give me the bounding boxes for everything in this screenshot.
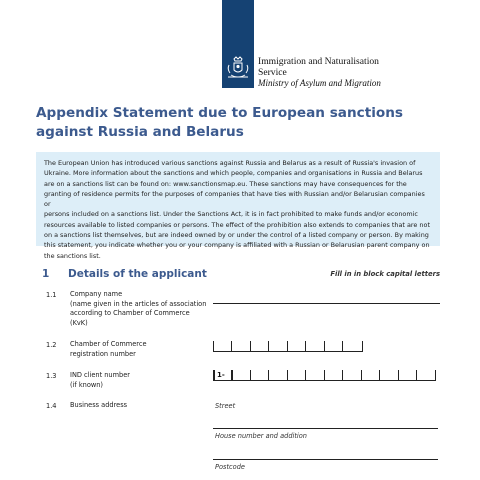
street-label: Street <box>215 402 236 410</box>
box-divider <box>305 341 306 351</box>
box-divider <box>305 370 306 380</box>
page-title: Appendix Statement due to European sanctions against Russia and Belarus <box>36 105 403 140</box>
company-name-field[interactable] <box>213 303 440 304</box>
section-title: Details of the applicant <box>68 268 207 280</box>
row-label-line: (if known) <box>70 380 103 389</box>
box-divider <box>324 370 325 380</box>
box-divider <box>342 370 343 380</box>
intro-box <box>36 152 440 260</box>
intro-line: resources available to listed companies or persons. The effect of the prohibition also extends to companies that are not <box>44 220 430 229</box>
row-label-ind-client <box>70 371 130 390</box>
row-label-line: Chamber of Commerce <box>70 340 147 348</box>
row-label-line: IND client number <box>70 371 130 379</box>
row-label-line: Business address <box>70 401 128 409</box>
box-divider <box>231 370 233 380</box>
row-label-business-address <box>70 401 127 411</box>
organisation-name <box>258 56 381 89</box>
row-label-line: (KvK) <box>70 318 88 327</box>
box-divider <box>268 370 269 380</box>
box-divider <box>398 370 399 380</box>
client-number-prefix: 1- <box>217 371 225 379</box>
box-divider <box>362 341 363 351</box>
street-field[interactable] <box>213 428 438 429</box>
box-divider <box>361 370 362 380</box>
row-label-kvk <box>70 340 147 359</box>
org-line-1: Immigration and Naturalisation <box>258 56 379 67</box>
box-divider <box>250 370 251 380</box>
intro-line: persons included on a sanctions list. Under the Sanctions Act, it is in fact prohibited to make funds and/or economic <box>44 210 418 219</box>
org-line-2: Service <box>258 67 287 78</box>
row-number: 1.2 <box>46 341 57 349</box>
row-number: 1.3 <box>46 372 57 380</box>
postcode-label: Postcode <box>215 463 245 471</box>
section-heading <box>36 268 440 282</box>
row-label-line: Company name <box>70 290 123 298</box>
row-label-line: according to Chamber of Commerce <box>70 309 190 318</box>
kvk-number-field[interactable] <box>213 342 363 352</box>
intro-line: are on a sanctions list can be found on: www.sanctionsmap.eu. These sanctions may have consequences for the <box>44 179 407 188</box>
box-divider <box>379 370 380 380</box>
intro-line: on a sanctions list themselves, but are indeed owned by or under the control of a listed company or person. By making <box>44 231 429 240</box>
row-number: 1.4 <box>46 402 57 410</box>
row-label-company-name <box>70 290 206 328</box>
row-label-line: registration number <box>70 349 136 358</box>
section-hint: Fill in in block capital letters <box>330 270 440 278</box>
intro-line: the sanctions list. <box>44 251 101 260</box>
box-divider <box>287 341 288 351</box>
box-divider <box>324 341 325 351</box>
ind-logo-bar <box>222 0 254 88</box>
intro-line: Ukraine. More information about the sanctions and which people, companies and organisations in Russia and Belarus <box>44 169 423 178</box>
house-number-label: House number and addition <box>215 432 307 440</box>
row-label-line: (name given in the articles of association <box>70 299 207 308</box>
box-divider <box>287 370 288 380</box>
section-number: 1 <box>42 268 50 280</box>
ministry-name: Ministry of Asylum and Migration <box>258 78 381 88</box>
box-divider <box>416 370 417 380</box>
crest-icon <box>225 55 251 81</box>
box-divider <box>250 341 251 351</box>
box-divider <box>231 341 232 351</box>
box-divider <box>213 341 214 351</box>
intro-line: this statement, you indicate whether you or your company is affiliated with a Russian or Belarusian parent company on <box>44 241 430 250</box>
box-divider <box>342 341 343 351</box>
box-divider <box>435 370 436 380</box>
house-number-field[interactable] <box>213 459 438 460</box>
intro-line: The European Union has introduced various sanctions against Russia and Belarus as a result of Russia's invasion of <box>44 159 416 167</box>
row-number: 1.1 <box>46 291 57 299</box>
box-divider <box>268 341 269 351</box>
intro-line: granting of residence permits for the purposes of companies that have ties with Russian and/or Belarusian companies or <box>44 189 425 209</box>
ind-client-number-field[interactable] <box>213 371 436 381</box>
box-divider <box>213 370 215 380</box>
